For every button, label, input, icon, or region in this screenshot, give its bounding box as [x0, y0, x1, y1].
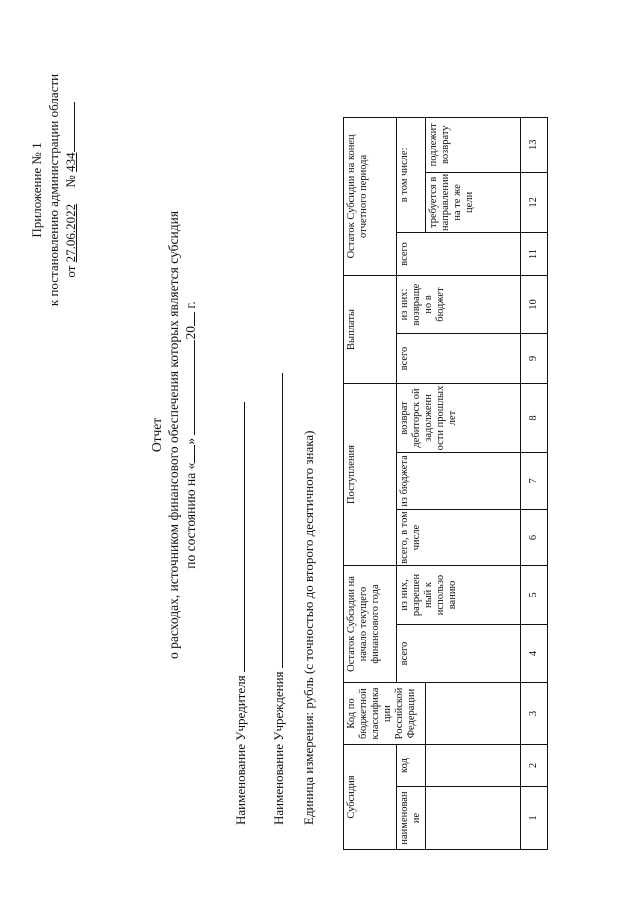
- subheader-from-budget: из бюджета: [397, 453, 521, 510]
- report-title-block: [148, 85, 199, 785]
- column-number: 3: [521, 683, 548, 745]
- column-number: 12: [521, 172, 548, 232]
- column-number: 9: [521, 334, 548, 384]
- header-bk-code: Код по бюджетной классифика ции Российской Федерации: [344, 683, 426, 745]
- appendix-date: 27.06.2022: [63, 203, 78, 263]
- report-table: [343, 117, 548, 850]
- appendix-date-line: от 27.06.2022 № 434: [62, 65, 79, 315]
- data-bk-code-cell: [426, 683, 521, 745]
- column-numbers-row: [521, 117, 548, 849]
- appendix-resolution: к постановлению администрации области: [46, 73, 61, 307]
- data-code-cell: [426, 745, 521, 787]
- column-number: 4: [521, 625, 548, 683]
- column-number: 2: [521, 745, 548, 787]
- column-number: 1: [521, 787, 548, 850]
- header-row-1: [344, 117, 397, 849]
- subheader-required: требуется в направлении на те же цели: [426, 172, 521, 232]
- column-number: 7: [521, 453, 548, 510]
- column-number: 10: [521, 276, 548, 334]
- column-number: 13: [521, 117, 548, 172]
- unit-of-measure: Единица измерения: рубль (с точностью до второго десятичного знака): [301, 430, 316, 825]
- data-name-cell: [426, 787, 521, 850]
- appendix-header: [28, 65, 79, 315]
- institution-field: Наименование Учреждения: [270, 373, 287, 825]
- subheader-receivables: возврат дебиторск ой задолженн ости прошлых лет: [397, 384, 521, 453]
- subheader-allowed: из них, разрешен ный к использо ванию: [397, 566, 521, 625]
- appendix-number: 434: [63, 152, 78, 172]
- column-number: 6: [521, 510, 548, 566]
- column-number: 8: [521, 384, 548, 453]
- subheader-returned: из них: возвраще но в бюджет: [397, 276, 521, 334]
- header-subsidy: Субсидия: [344, 745, 397, 850]
- subheader-total-incl: всего, в том числе: [397, 510, 521, 566]
- subheader-incl: в том числе:: [397, 117, 426, 232]
- subheader-total-start: всего: [397, 625, 521, 683]
- subheader-to-return: подлежит возврату: [426, 117, 521, 172]
- appendix-label: Приложение № 1: [29, 142, 44, 238]
- header-balance-end: Остаток Субсидии на конец отчетного периода: [344, 117, 397, 275]
- report-title: Отчет: [149, 417, 164, 453]
- subheader-code: код: [397, 745, 426, 787]
- header-balance-start: Остаток Субсидии на начало текущего финансового года: [344, 566, 397, 683]
- header-receipts: Поступления: [344, 384, 397, 566]
- report-as-of-line: по состоянию на «» 20 г.: [183, 301, 198, 569]
- subheader-total-end: всего: [397, 233, 521, 276]
- column-number: 5: [521, 566, 548, 625]
- report-subtitle: о расходах, источником финансового обеспечения которых является субсидия: [166, 210, 181, 660]
- subheader-name: наименован ие: [397, 787, 426, 850]
- column-number: 11: [521, 233, 548, 276]
- subheader-total-pay: всего: [397, 334, 521, 384]
- founder-field: Наименование Учредителя: [232, 402, 249, 825]
- header-payments: Выплаты: [344, 276, 397, 384]
